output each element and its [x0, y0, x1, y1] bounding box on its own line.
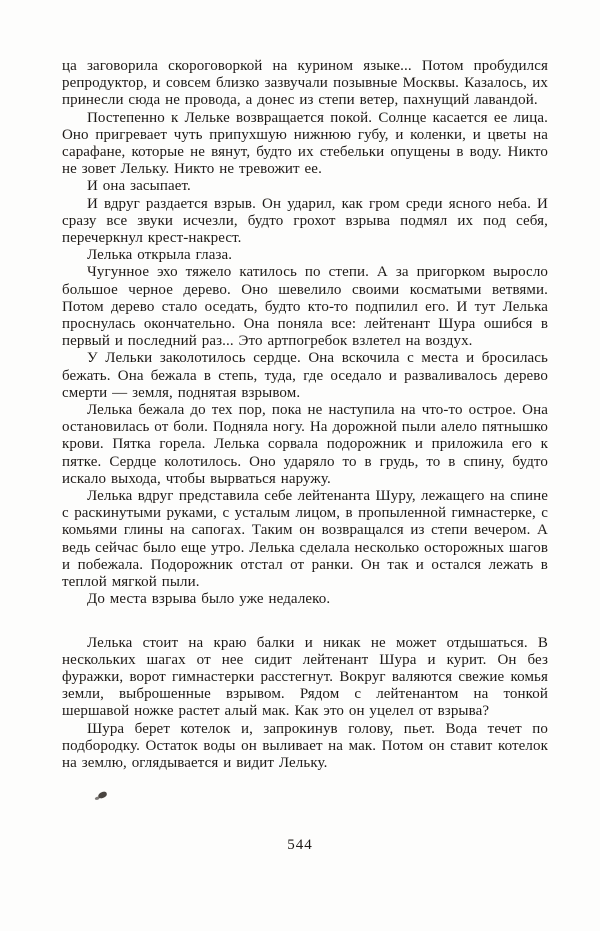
paragraph: Чугунное эхо тяжело катилось по степи. А за пригорком выросло большое черное дерево. Оно шевелило своими косматыми ветвями. Потом дерево стало оседать, будто кто-то подпилил его. И тут Лелька проснулась окончательно. Она поняла все: лейтенант Шура ошибся в первый и последний раз... Это артпогребок взлетел на воздух.: [62, 264, 548, 350]
ink-smudge-artifact: [97, 791, 107, 799]
paragraph-new-section: Лелька стоит на краю балки и никак не может отдышаться. В нескольких шагах от нее сидит лейтенант Шура и курит. Он без фуражки, ворот гимнастерки расстегнут. Вокруг валяются свежие комья земли, выброшенные взрывом. Рядом с лейтенантом на тонкой шершавой ножке растет алый мак. Как это он уцелел от взрыва?: [62, 634, 548, 720]
page-number: 544: [287, 837, 313, 853]
page-text-block: [62, 58, 548, 772]
paragraph: И она засыпает.: [87, 178, 191, 195]
paragraph: И вдруг раздается взрыв. Он ударил, как гром среди ясного неба. И сразу все звуки исчезли, будто грохот взрыва подмял их под себя, перечеркнул крест-накрест.: [62, 195, 548, 247]
paragraph: Лелька бежала до тех пор, пока не наступила на что-то острое. Она остановилась от боли. Подняла ногу. На дорожной пыли алело пятнышко крови. Пятка горела. Лелька сорвала подорожник и приложила его к пятке. Сердце колотилось. Оно ударяло то в грудь, то в спину, будто искало выхода, чтобы вырваться наружу.: [62, 402, 548, 487]
paragraph: Лелька вдруг представила себе лейтенанта Шуру, лежащего на спине с раскинутыми руками, с усталым лицом, в пропыленной гимнастерке, с комьями глины на сапогах. Таким он возвращался из степи вечером. А ведь сейчас было еще утро. Лелька сделала несколько осторожных шагов и побежала. Подорожник отстал от ранки. Он так и остался лежать в теплой мягкой пыли.: [62, 488, 548, 591]
paragraph: До места взрыва было уже недалеко.: [87, 591, 331, 608]
paragraph: Шура берет котелок и, запрокинув голову, пьет. Вода течет по подбородку. Остаток воды он выливает на мак. Потом он ставит котелок на землю, оглядывается и видит Лельку.: [62, 720, 548, 771]
paragraph-continuation: ца заговорила скороговоркой на курином языке... Потом пробудился репродуктор, и совсем близко зазвучали позывные Москвы. Казалось, их принесли сюда не провода, а донес из степи ветер, пахнущий лавандой.: [62, 58, 548, 109]
paragraph: Постепенно к Лельке возвращается покой. Солнце касается ее лица. Оно пригревает чуть припухшую нижнюю губу, и коленки, и цветы на сарафане, которые не вянут, будто их стебельки опущены в воду. Никто не зовет Лельку. Никто не тревожит ее.: [62, 109, 548, 178]
paragraph: Лелька открыла глаза.: [87, 247, 233, 264]
paragraph: У Лельки заколотилось сердце. Она вскочила с места и бросилась бежать. Она бежала в степь, туда, где оседало и разваливалось дерево смерти — земля, поднятая взрывом.: [62, 350, 548, 401]
